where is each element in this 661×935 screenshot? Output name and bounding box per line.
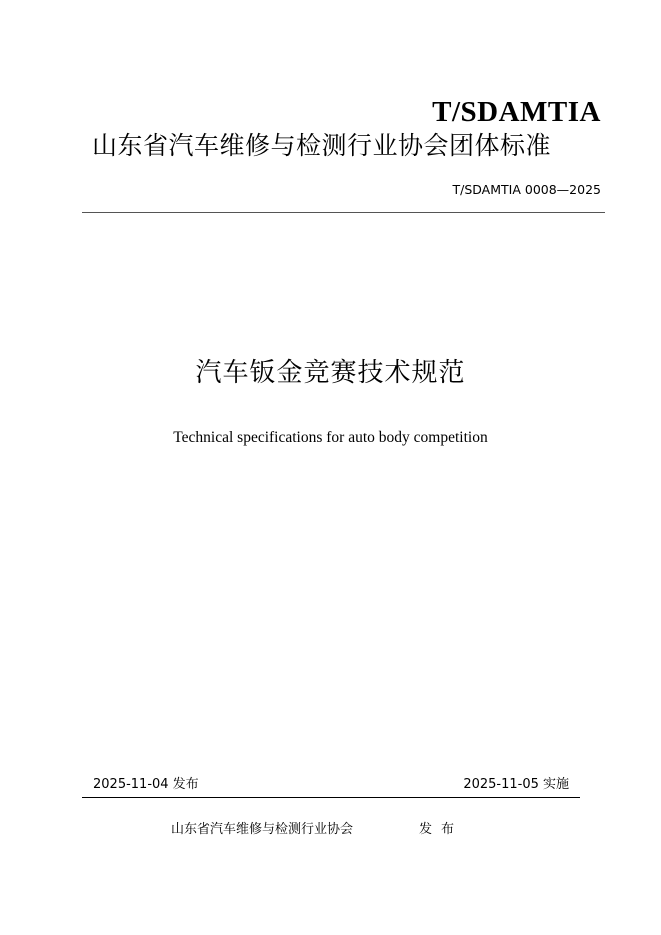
issue-date: 2025-11-04 发布 <box>93 777 199 792</box>
standard-code-title: T/SDAMTIA <box>432 96 601 128</box>
header-divider <box>82 212 605 213</box>
document-title-english: Technical specifications for auto body competition <box>173 429 488 446</box>
publish-label: 发布 <box>419 822 464 837</box>
implementation-date: 2025-11-05 实施 <box>463 777 569 792</box>
organization-standard-heading: 山东省汽车维修与检测行业协会团体标准 <box>92 131 552 160</box>
publisher-name: 山东省汽车维修与检测行业协会 <box>171 822 354 837</box>
footer-divider <box>82 797 580 798</box>
document-title-chinese: 汽车钣金竞赛技术规范 <box>195 358 466 388</box>
standard-number: T/SDAMTIA 0008—2025 <box>452 182 601 197</box>
